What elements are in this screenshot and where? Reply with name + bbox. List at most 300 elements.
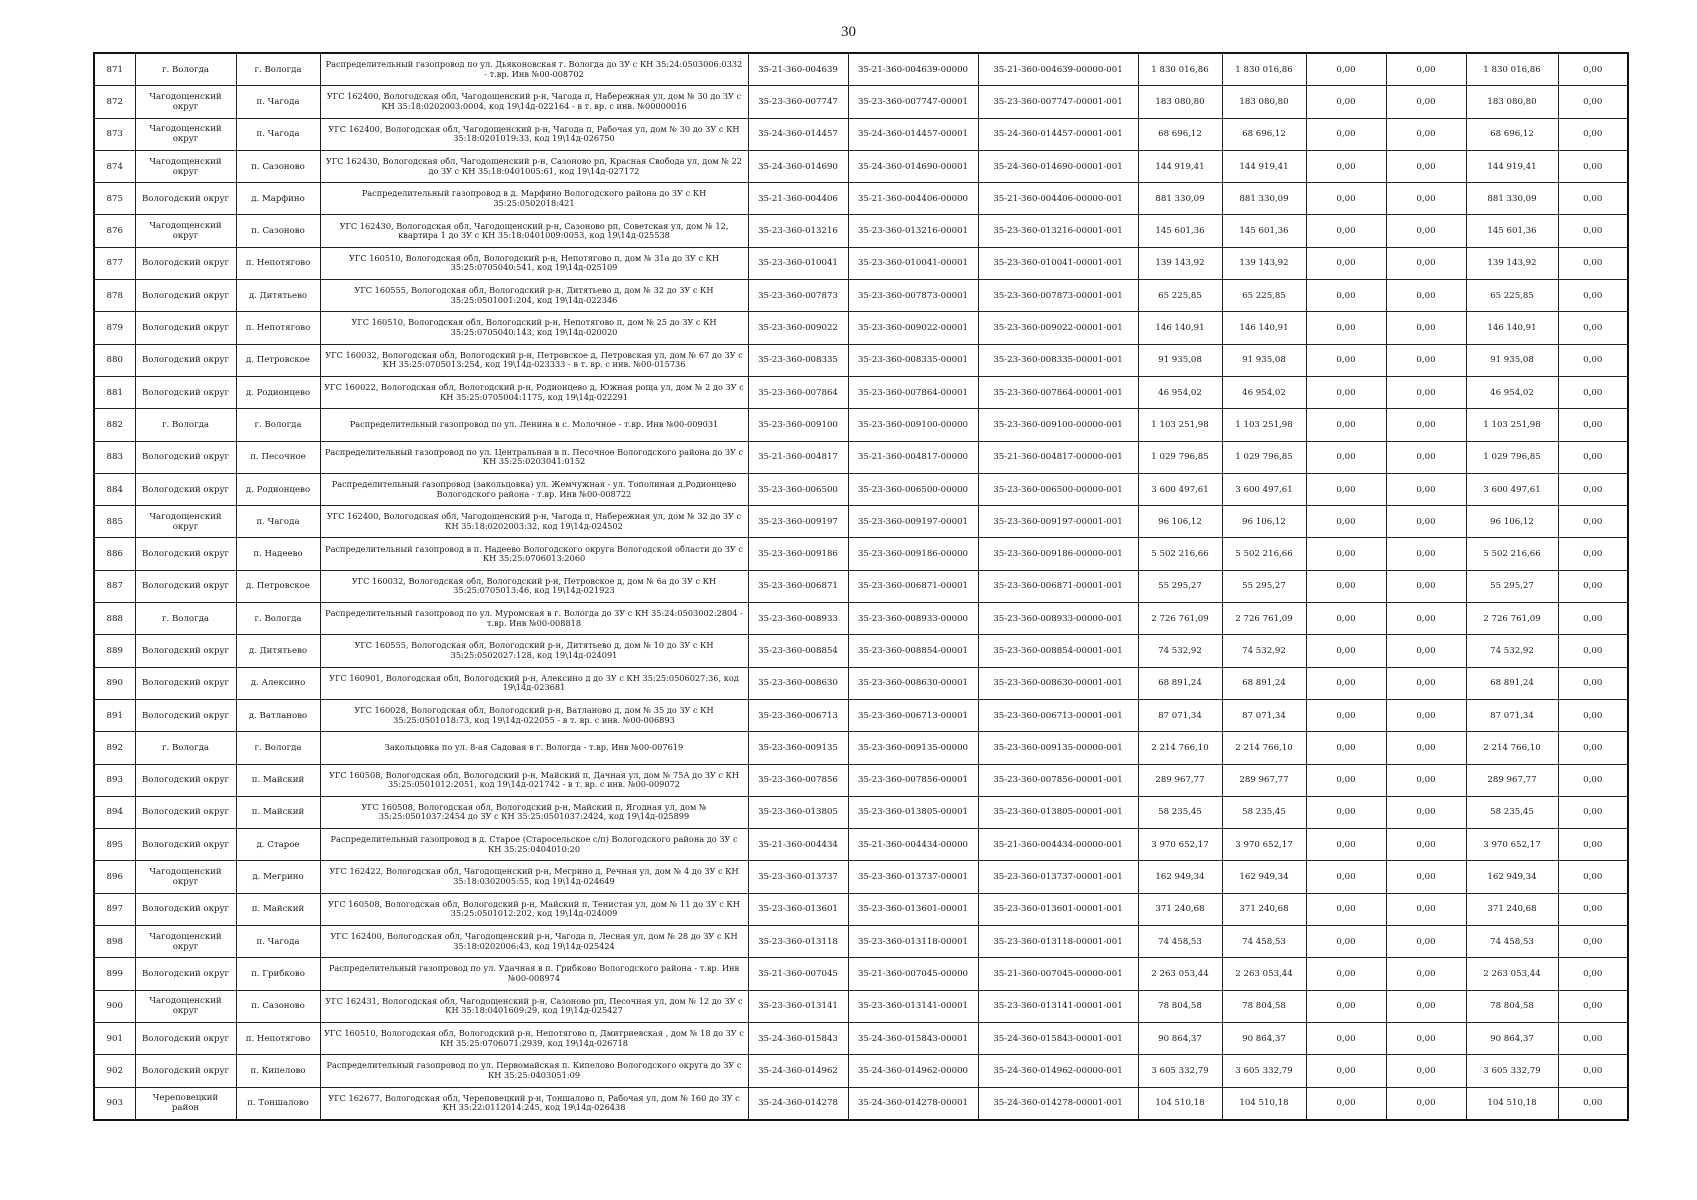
locality-cell: п. Чагода — [236, 926, 320, 958]
district-cell: Чагодощенский округ — [135, 861, 236, 893]
component-code-cell: 35-23-360-013601-00001-001 — [978, 893, 1138, 925]
book-value-cell: 90 864,37 — [1222, 1022, 1306, 1054]
book-value-cell: 881 330,09 — [1222, 183, 1306, 215]
table-row — [94, 150, 1628, 182]
initial-cost-cell: 96 106,12 — [1138, 506, 1222, 538]
residual-value-cell: 371 240,68 — [1466, 893, 1558, 925]
adjustment-cell: 0,00 — [1386, 1055, 1466, 1087]
object-description-cell: Распределительный газопровод по ул. Удачная в п. Грибково Вологодского района - т.вр. Инв №00-008974 — [320, 958, 748, 990]
locality-cell: п. Непотягово — [236, 312, 320, 344]
residual-value-cell: 68 696,12 — [1466, 118, 1558, 150]
residual-value-cell: 5 502 216,66 — [1466, 538, 1558, 570]
depreciation-cell: 0,00 — [1306, 183, 1386, 215]
component-code-cell: 35-23-360-013118-00001-001 — [978, 926, 1138, 958]
locality-cell: п. Тоншалово — [236, 1087, 320, 1120]
district-cell: Вологодский округ — [135, 344, 236, 376]
table-row — [94, 603, 1628, 635]
row-number-cell: 885 — [94, 506, 135, 538]
component-code-cell: 35-23-360-013216-00001-001 — [978, 215, 1138, 247]
table-row — [94, 570, 1628, 602]
table-row — [94, 86, 1628, 118]
row-number-cell: 873 — [94, 118, 135, 150]
initial-cost-cell: 5 502 216,66 — [1138, 538, 1222, 570]
table-row — [94, 118, 1628, 150]
component-code-cell: 35-24-360-014457-00001-001 — [978, 118, 1138, 150]
initial-cost-cell: 2 726 761,09 — [1138, 603, 1222, 635]
inventory-code-cell: 35-23-360-013601 — [748, 893, 848, 925]
initial-cost-cell: 90 864,37 — [1138, 1022, 1222, 1054]
depreciation-cell: 0,00 — [1306, 1022, 1386, 1054]
object-description-cell: УГС 162400, Вологодская обл, Чагодощенский р-н, Чагода п, Лесная ул, дом № 28 до ЗУ с КН 35:18:0202006:43, код 19\14д-025424 — [320, 926, 748, 958]
reserve-cell: 0,00 — [1558, 118, 1628, 150]
object-description-cell: Распределительный газопровод в д. Старое (Старосельское с/п) Вологодского района до ЗУ с КН 35:25:0404010:20 — [320, 829, 748, 861]
residual-value-cell: 162 949,34 — [1466, 861, 1558, 893]
reserve-cell: 0,00 — [1558, 603, 1628, 635]
row-number-cell: 872 — [94, 86, 135, 118]
component-code-cell: 35-23-360-007856-00001-001 — [978, 764, 1138, 796]
row-number-cell: 879 — [94, 312, 135, 344]
object-code-cell: 35-23-360-010041-00001 — [848, 247, 978, 279]
component-code-cell: 35-24-360-014962-00000-001 — [978, 1055, 1138, 1087]
district-cell: Чагодощенский округ — [135, 926, 236, 958]
district-cell: Чагодощенский округ — [135, 118, 236, 150]
book-value-cell: 145 601,36 — [1222, 215, 1306, 247]
object-code-cell: 35-23-360-013118-00001 — [848, 926, 978, 958]
table-row — [94, 280, 1628, 312]
object-code-cell: 35-23-360-007747-00001 — [848, 86, 978, 118]
row-number-cell: 876 — [94, 215, 135, 247]
component-code-cell: 35-23-360-009100-00000-001 — [978, 409, 1138, 441]
locality-cell: п. Майский — [236, 796, 320, 828]
book-value-cell: 144 919,41 — [1222, 150, 1306, 182]
district-cell: Вологодский округ — [135, 570, 236, 602]
locality-cell: д. Родионцево — [236, 473, 320, 505]
district-cell: Вологодский округ — [135, 958, 236, 990]
reserve-cell: 0,00 — [1558, 53, 1628, 86]
object-code-cell: 35-23-360-008335-00001 — [848, 344, 978, 376]
depreciation-cell: 0,00 — [1306, 603, 1386, 635]
object-code-cell: 35-21-360-004434-00000 — [848, 829, 978, 861]
inventory-code-cell: 35-23-360-009186 — [748, 538, 848, 570]
initial-cost-cell: 55 295,27 — [1138, 570, 1222, 602]
locality-cell: п. Чагода — [236, 118, 320, 150]
inventory-code-cell: 35-24-360-014457 — [748, 118, 848, 150]
residual-value-cell: 2 263 053,44 — [1466, 958, 1558, 990]
component-code-cell: 35-23-360-007864-00001-001 — [978, 376, 1138, 408]
district-cell: Чагодощенский округ — [135, 86, 236, 118]
reserve-cell: 0,00 — [1558, 441, 1628, 473]
object-code-cell: 35-23-360-009186-00000 — [848, 538, 978, 570]
depreciation-cell: 0,00 — [1306, 441, 1386, 473]
depreciation-cell: 0,00 — [1306, 473, 1386, 505]
table-row — [94, 344, 1628, 376]
inventory-code-cell: 35-24-360-015843 — [748, 1022, 848, 1054]
object-description-cell: УГС 160555, Вологодская обл, Вологодский р-н, Дитятьево д, дом № 10 до ЗУ с КН 35:25:0502027:128, код 19\14д-024091 — [320, 635, 748, 667]
residual-value-cell: 1 029 796,85 — [1466, 441, 1558, 473]
component-code-cell: 35-23-360-010041-00001-001 — [978, 247, 1138, 279]
inventory-code-cell: 35-24-360-014962 — [748, 1055, 848, 1087]
component-code-cell: 35-24-360-014690-00001-001 — [978, 150, 1138, 182]
initial-cost-cell: 74 458,53 — [1138, 926, 1222, 958]
object-code-cell: 35-23-360-009022-00001 — [848, 312, 978, 344]
book-value-cell: 183 080,80 — [1222, 86, 1306, 118]
adjustment-cell: 0,00 — [1386, 829, 1466, 861]
object-description-cell: УГС 160510, Вологодская обл, Вологодский р-н, Непотягово п, дом № 31а до ЗУ с КН 35:25:0705040:541, код 19\14д-025109 — [320, 247, 748, 279]
component-code-cell: 35-23-360-013141-00001-001 — [978, 990, 1138, 1022]
row-number-cell: 877 — [94, 247, 135, 279]
reserve-cell: 0,00 — [1558, 344, 1628, 376]
object-description-cell: УГС 162400, Вологодская обл, Чагодощенский р-н, Чагода п, Рабочая ул, дом № 30 до ЗУ с КН 35:18:0201019:33, код 19\14д-026750 — [320, 118, 748, 150]
component-code-cell: 35-23-360-009135-00000-001 — [978, 732, 1138, 764]
district-cell: Вологодский округ — [135, 280, 236, 312]
object-code-cell: 35-23-360-013601-00001 — [848, 893, 978, 925]
inventory-code-cell: 35-23-360-009135 — [748, 732, 848, 764]
reserve-cell: 0,00 — [1558, 376, 1628, 408]
table-row — [94, 538, 1628, 570]
component-code-cell: 35-21-360-004406-00000-001 — [978, 183, 1138, 215]
inventory-code-cell: 35-23-360-008933 — [748, 603, 848, 635]
object-description-cell: Распределительный газопровод в п. Надеево Вологодского округа Вологодской области до ЗУ с КН 35:25:0706013:2060 — [320, 538, 748, 570]
locality-cell: п. Сазоново — [236, 990, 320, 1022]
locality-cell: п. Грибково — [236, 958, 320, 990]
table-row — [94, 861, 1628, 893]
object-description-cell: УГС 162430, Вологодская обл, Чагодощенский р-н, Сазоново рп, Красная Свобода ул, дом № 22 до ЗУ с КН 35:18:0401005:61, код 19\14д-027172 — [320, 150, 748, 182]
locality-cell: д. Мегрино — [236, 861, 320, 893]
district-cell: Чагодощенский округ — [135, 990, 236, 1022]
table-row — [94, 667, 1628, 699]
residual-value-cell: 55 295,27 — [1466, 570, 1558, 602]
book-value-cell: 68 696,12 — [1222, 118, 1306, 150]
book-value-cell: 68 891,24 — [1222, 667, 1306, 699]
inventory-code-cell: 35-23-360-007864 — [748, 376, 848, 408]
inventory-code-cell: 35-23-360-009197 — [748, 506, 848, 538]
locality-cell: п. Чагода — [236, 506, 320, 538]
locality-cell: г. Вологда — [236, 53, 320, 86]
row-number-cell: 881 — [94, 376, 135, 408]
reserve-cell: 0,00 — [1558, 280, 1628, 312]
object-code-cell: 35-21-360-004639-00000 — [848, 53, 978, 86]
book-value-cell: 1 830 016,86 — [1222, 53, 1306, 86]
table-row — [94, 1087, 1628, 1120]
reserve-cell: 0,00 — [1558, 893, 1628, 925]
district-cell: Чагодощенский округ — [135, 506, 236, 538]
district-cell: Чагодощенский округ — [135, 215, 236, 247]
reserve-cell: 0,00 — [1558, 958, 1628, 990]
locality-cell: п. Непотягово — [236, 1022, 320, 1054]
object-code-cell: 35-24-360-014278-00001 — [848, 1087, 978, 1120]
district-cell: г. Вологда — [135, 732, 236, 764]
object-code-cell: 35-23-360-013141-00001 — [848, 990, 978, 1022]
residual-value-cell: 3 600 497,61 — [1466, 473, 1558, 505]
initial-cost-cell: 145 601,36 — [1138, 215, 1222, 247]
depreciation-cell: 0,00 — [1306, 538, 1386, 570]
component-code-cell: 35-23-360-008335-00001-001 — [978, 344, 1138, 376]
inventory-code-cell: 35-21-360-007045 — [748, 958, 848, 990]
district-cell: Чагодощенский округ — [135, 150, 236, 182]
object-code-cell: 35-24-360-014962-00000 — [848, 1055, 978, 1087]
row-number-cell: 892 — [94, 732, 135, 764]
object-code-cell: 35-23-360-008933-00000 — [848, 603, 978, 635]
locality-cell: г. Вологда — [236, 603, 320, 635]
district-cell: Вологодский округ — [135, 441, 236, 473]
book-value-cell: 104 510,18 — [1222, 1087, 1306, 1120]
initial-cost-cell: 2 214 766,10 — [1138, 732, 1222, 764]
locality-cell: п. Непотягово — [236, 247, 320, 279]
row-number-cell: 880 — [94, 344, 135, 376]
row-number-cell: 871 — [94, 53, 135, 86]
residual-value-cell: 46 954,02 — [1466, 376, 1558, 408]
book-value-cell: 3 970 652,17 — [1222, 829, 1306, 861]
initial-cost-cell: 371 240,68 — [1138, 893, 1222, 925]
residual-value-cell: 2 726 761,09 — [1466, 603, 1558, 635]
initial-cost-cell: 144 919,41 — [1138, 150, 1222, 182]
row-number-cell: 903 — [94, 1087, 135, 1120]
row-number-cell: 895 — [94, 829, 135, 861]
component-code-cell: 35-24-360-015843-00001-001 — [978, 1022, 1138, 1054]
inventory-code-cell: 35-23-360-009100 — [748, 409, 848, 441]
book-value-cell: 1 029 796,85 — [1222, 441, 1306, 473]
depreciation-cell: 0,00 — [1306, 764, 1386, 796]
inventory-code-cell: 35-23-360-013141 — [748, 990, 848, 1022]
adjustment-cell: 0,00 — [1386, 990, 1466, 1022]
locality-cell: п. Сазоново — [236, 150, 320, 182]
adjustment-cell: 0,00 — [1386, 344, 1466, 376]
adjustment-cell: 0,00 — [1386, 312, 1466, 344]
adjustment-cell: 0,00 — [1386, 86, 1466, 118]
depreciation-cell: 0,00 — [1306, 312, 1386, 344]
reserve-cell: 0,00 — [1558, 990, 1628, 1022]
component-code-cell: 35-23-360-008630-00001-001 — [978, 667, 1138, 699]
district-cell: Череповецкий район — [135, 1087, 236, 1120]
reserve-cell: 0,00 — [1558, 247, 1628, 279]
table-row — [94, 506, 1628, 538]
residual-value-cell: 3 970 652,17 — [1466, 829, 1558, 861]
table-row — [94, 1022, 1628, 1054]
residual-value-cell: 1 103 251,98 — [1466, 409, 1558, 441]
book-value-cell: 74 458,53 — [1222, 926, 1306, 958]
depreciation-cell: 0,00 — [1306, 86, 1386, 118]
object-description-cell: УГС 160901, Вологодская обл, Вологодский р-н, Алексино д до ЗУ с КН 35:25:0506027:36, код 19\14д-023681 — [320, 667, 748, 699]
reserve-cell: 0,00 — [1558, 570, 1628, 602]
reserve-cell: 0,00 — [1558, 1055, 1628, 1087]
locality-cell: д. Родионцево — [236, 376, 320, 408]
object-description-cell: Распределительный газопровод по ул. Дьяконовская г. Вологда до ЗУ с КН 35:24:0503006:0332 - т.вр. Инв №00-008702 — [320, 53, 748, 86]
depreciation-cell: 0,00 — [1306, 667, 1386, 699]
row-number-cell: 883 — [94, 441, 135, 473]
component-code-cell: 35-23-360-009197-00001-001 — [978, 506, 1138, 538]
object-code-cell: 35-23-360-007864-00001 — [848, 376, 978, 408]
component-code-cell: 35-23-360-007873-00001-001 — [978, 280, 1138, 312]
object-description-cell: УГС 162431, Вологодская обл, Чагодощенский р-н, Сазоново рп, Песочная ул, дом № 12 до ЗУ с КН 35:18:0401609:29, код 19\14д-025427 — [320, 990, 748, 1022]
book-value-cell: 46 954,02 — [1222, 376, 1306, 408]
object-description-cell: УГС 160032, Вологодская обл, Вологодский р-н, Петровское д, дом № 6а до ЗУ с КН 35:25:0705013:46, код 19\14д-021923 — [320, 570, 748, 602]
object-description-cell: Распределительный газопровод по ул. Муромская в г. Вологда до ЗУ с КН 35:24:0503002:2804 - т.вр. Инв №00-008818 — [320, 603, 748, 635]
row-number-cell: 897 — [94, 893, 135, 925]
depreciation-cell: 0,00 — [1306, 280, 1386, 312]
row-number-cell: 899 — [94, 958, 135, 990]
book-value-cell: 3 605 332,79 — [1222, 1055, 1306, 1087]
table-row — [94, 796, 1628, 828]
adjustment-cell: 0,00 — [1386, 570, 1466, 602]
object-code-cell: 35-23-360-007856-00001 — [848, 764, 978, 796]
table-row — [94, 441, 1628, 473]
page-number: 30 — [841, 24, 856, 40]
component-code-cell: 35-23-360-008854-00001-001 — [978, 635, 1138, 667]
book-value-cell: 74 532,92 — [1222, 635, 1306, 667]
object-code-cell: 35-24-360-014690-00001 — [848, 150, 978, 182]
book-value-cell: 3 600 497,61 — [1222, 473, 1306, 505]
initial-cost-cell: 68 696,12 — [1138, 118, 1222, 150]
depreciation-cell: 0,00 — [1306, 506, 1386, 538]
district-cell: Вологодский округ — [135, 312, 236, 344]
residual-value-cell: 90 864,37 — [1466, 1022, 1558, 1054]
depreciation-cell: 0,00 — [1306, 118, 1386, 150]
adjustment-cell: 0,00 — [1386, 926, 1466, 958]
adjustment-cell: 0,00 — [1386, 958, 1466, 990]
table-row — [94, 376, 1628, 408]
locality-cell: п. Чагода — [236, 86, 320, 118]
row-number-cell: 894 — [94, 796, 135, 828]
residual-value-cell: 2 214 766,10 — [1466, 732, 1558, 764]
reserve-cell: 0,00 — [1558, 312, 1628, 344]
asset-registry-table — [93, 52, 1629, 1121]
reserve-cell: 0,00 — [1558, 473, 1628, 505]
adjustment-cell: 0,00 — [1386, 53, 1466, 86]
row-number-cell: 886 — [94, 538, 135, 570]
residual-value-cell: 1 830 016,86 — [1466, 53, 1558, 86]
residual-value-cell: 146 140,91 — [1466, 312, 1558, 344]
depreciation-cell: 0,00 — [1306, 376, 1386, 408]
initial-cost-cell: 289 967,77 — [1138, 764, 1222, 796]
adjustment-cell: 0,00 — [1386, 699, 1466, 731]
table-row — [94, 958, 1628, 990]
object-code-cell: 35-24-360-014457-00001 — [848, 118, 978, 150]
initial-cost-cell: 65 225,85 — [1138, 280, 1222, 312]
inventory-code-cell: 35-23-360-010041 — [748, 247, 848, 279]
reserve-cell: 0,00 — [1558, 635, 1628, 667]
locality-cell: д. Марфино — [236, 183, 320, 215]
adjustment-cell: 0,00 — [1386, 150, 1466, 182]
locality-cell: п. Надеево — [236, 538, 320, 570]
residual-value-cell: 58 235,45 — [1466, 796, 1558, 828]
table-row — [94, 215, 1628, 247]
table-row — [94, 312, 1628, 344]
depreciation-cell: 0,00 — [1306, 215, 1386, 247]
depreciation-cell: 0,00 — [1306, 53, 1386, 86]
table-row — [94, 926, 1628, 958]
initial-cost-cell: 104 510,18 — [1138, 1087, 1222, 1120]
component-code-cell: 35-24-360-014278-00001-001 — [978, 1087, 1138, 1120]
reserve-cell: 0,00 — [1558, 215, 1628, 247]
residual-value-cell: 104 510,18 — [1466, 1087, 1558, 1120]
locality-cell: п. Кипелово — [236, 1055, 320, 1087]
component-code-cell: 35-23-360-006713-00001-001 — [978, 699, 1138, 731]
book-value-cell: 2 726 761,09 — [1222, 603, 1306, 635]
object-code-cell: 35-23-360-006871-00001 — [848, 570, 978, 602]
book-value-cell: 289 967,77 — [1222, 764, 1306, 796]
row-number-cell: 891 — [94, 699, 135, 731]
initial-cost-cell: 68 891,24 — [1138, 667, 1222, 699]
table-row — [94, 183, 1628, 215]
locality-cell: п. Майский — [236, 764, 320, 796]
adjustment-cell: 0,00 — [1386, 893, 1466, 925]
row-number-cell: 896 — [94, 861, 135, 893]
object-description-cell: УГС 160022, Вологодская обл, Вологодский р-н, Родионцево д, Южная роща ул, дом № 2 до ЗУ с КН 35:25:0705004:1175, код 19\14д-022291 — [320, 376, 748, 408]
component-code-cell: 35-23-360-013737-00001-001 — [978, 861, 1138, 893]
reserve-cell: 0,00 — [1558, 699, 1628, 731]
depreciation-cell: 0,00 — [1306, 796, 1386, 828]
adjustment-cell: 0,00 — [1386, 280, 1466, 312]
component-code-cell: 35-23-360-007747-00001-001 — [978, 86, 1138, 118]
inventory-code-cell: 35-21-360-004817 — [748, 441, 848, 473]
book-value-cell: 87 071,34 — [1222, 699, 1306, 731]
object-description-cell: УГС 162422, Вологодская обл, Чагодощенский р-н, Мегрино д, Речная ул, дом № 4 до ЗУ с КН 35:18:0302005:55, код 19\14д-024649 — [320, 861, 748, 893]
table-row — [94, 829, 1628, 861]
inventory-code-cell: 35-24-360-014278 — [748, 1087, 848, 1120]
inventory-code-cell: 35-23-360-013118 — [748, 926, 848, 958]
row-number-cell: 889 — [94, 635, 135, 667]
table-row — [94, 409, 1628, 441]
component-code-cell: 35-23-360-013805-00001-001 — [978, 796, 1138, 828]
district-cell: г. Вологда — [135, 409, 236, 441]
depreciation-cell: 0,00 — [1306, 958, 1386, 990]
initial-cost-cell: 1 029 796,85 — [1138, 441, 1222, 473]
component-code-cell: 35-21-360-007045-00000-001 — [978, 958, 1138, 990]
residual-value-cell: 139 143,92 — [1466, 247, 1558, 279]
depreciation-cell: 0,00 — [1306, 990, 1386, 1022]
object-description-cell: УГС 160508, Вологодская обл, Вологодский р-н, Майский п, Ягодная ул, дом № 35:25:0501037:2454 до ЗУ с КН 35:25:0501037:2424, код 19\14д-025899 — [320, 796, 748, 828]
initial-cost-cell: 162 949,34 — [1138, 861, 1222, 893]
row-number-cell: 890 — [94, 667, 135, 699]
object-description-cell: УГС 160555, Вологодская обл, Вологодский р-н, Дитятьево д, дом № 32 до ЗУ с КН 35:25:0501001:204, код 19\14д-022346 — [320, 280, 748, 312]
adjustment-cell: 0,00 — [1386, 1087, 1466, 1120]
reserve-cell: 0,00 — [1558, 183, 1628, 215]
book-value-cell: 371 240,68 — [1222, 893, 1306, 925]
object-code-cell: 35-23-360-013737-00001 — [848, 861, 978, 893]
locality-cell: д. Алексино — [236, 667, 320, 699]
district-cell: Вологодский округ — [135, 247, 236, 279]
table-row — [94, 473, 1628, 505]
district-cell: Вологодский округ — [135, 667, 236, 699]
table-row — [94, 893, 1628, 925]
adjustment-cell: 0,00 — [1386, 215, 1466, 247]
object-code-cell: 35-23-360-006500-00000 — [848, 473, 978, 505]
reserve-cell: 0,00 — [1558, 1022, 1628, 1054]
object-description-cell: Распределительный газопровод по ул. Первомайская п. Кипелово Вологодского округа до ЗУ с КН 35:25:0403051:09 — [320, 1055, 748, 1087]
book-value-cell: 5 502 216,66 — [1222, 538, 1306, 570]
inventory-code-cell: 35-21-360-004639 — [748, 53, 848, 86]
row-number-cell: 898 — [94, 926, 135, 958]
district-cell: Вологодский округ — [135, 183, 236, 215]
object-code-cell: 35-24-360-015843-00001 — [848, 1022, 978, 1054]
district-cell: Вологодский округ — [135, 699, 236, 731]
book-value-cell: 139 143,92 — [1222, 247, 1306, 279]
component-code-cell: 35-23-360-006500-00000-001 — [978, 473, 1138, 505]
residual-value-cell: 74 458,53 — [1466, 926, 1558, 958]
locality-cell: д. Петровское — [236, 570, 320, 602]
row-number-cell: 875 — [94, 183, 135, 215]
initial-cost-cell: 3 600 497,61 — [1138, 473, 1222, 505]
reserve-cell: 0,00 — [1558, 829, 1628, 861]
adjustment-cell: 0,00 — [1386, 183, 1466, 215]
adjustment-cell: 0,00 — [1386, 603, 1466, 635]
adjustment-cell: 0,00 — [1386, 376, 1466, 408]
district-cell: г. Вологда — [135, 603, 236, 635]
depreciation-cell: 0,00 — [1306, 1055, 1386, 1087]
object-code-cell: 35-23-360-006713-00001 — [848, 699, 978, 731]
district-cell: Вологодский округ — [135, 1055, 236, 1087]
object-description-cell: УГС 160508, Вологодская обл, Вологодский р-н, Майский п, Тенистая ул, дом № 11 до ЗУ с КН 35:25:0501012:202, код 19\14д-024009 — [320, 893, 748, 925]
